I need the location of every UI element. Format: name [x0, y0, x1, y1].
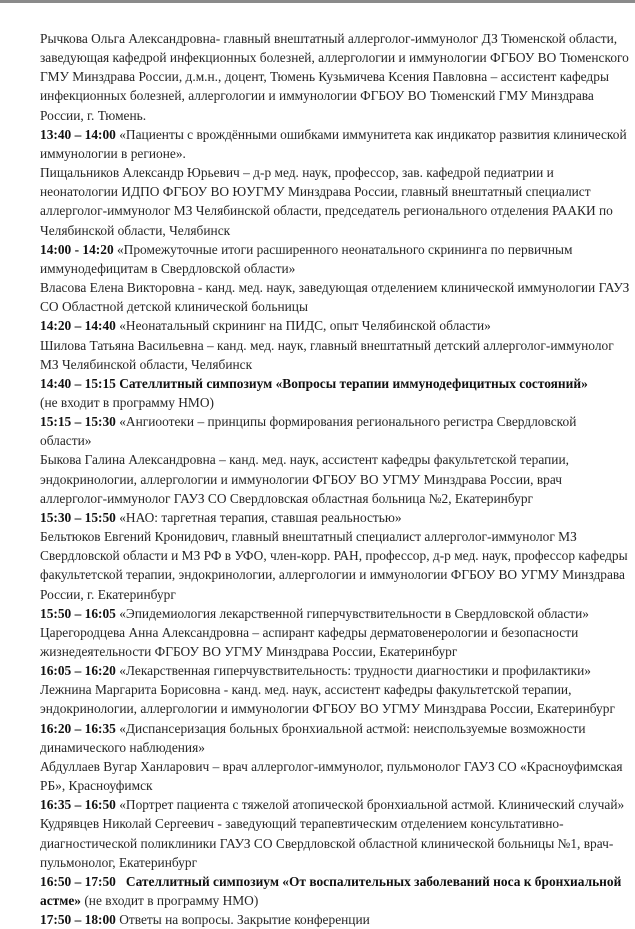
- talk-title: «НАО: таргетная терапия, ставшая реальностью»: [115, 509, 402, 525]
- talk-title: «Промежуточные итоги расширенного неонатального скрининга по первичным иммунодефицитам в Свердловской области»: [40, 241, 573, 276]
- time-slot: 13:40 – 14:00: [40, 126, 116, 142]
- speaker-info: Быкова Галина Александровна – канд. мед. наук, ассистент кафедры факультетской терапии, эндокринологии, аллергологии и иммунологии ФГБОУ ВО УГМУ Минздрава России, врач аллерголог-иммунолог ГАУЗ СО Свердловская областная больница №2, Екатеринбург: [40, 452, 569, 506]
- time-slot: 14:40 – 15:15: [40, 375, 116, 391]
- talk-title: «Диспансеризация больных бронхиальной астмой: неиспользуемые возможности динамического наблюдения»: [40, 720, 586, 755]
- speaker-info: Шилова Татьяна Васильевна – канд. мед. наук, главный внештатный детский аллерголог-иммунолог МЗ Челябинской области, Челябинск: [40, 337, 614, 372]
- time-slot: 16:35 – 16:50: [40, 797, 116, 813]
- speaker-info: Лежнина Маргарита Борисовна - канд. мед. наук, ассистент кафедры факультетской терапии, эндокринологии, аллергологии и иммунологии ФГБОУ ВО УГМУ Минздрава России, Екатеринбург: [40, 682, 615, 717]
- cme-note: (не входит в программу НМО): [80, 893, 259, 909]
- time-slot: 16:50 – 17:50: [40, 873, 116, 889]
- talk-title: «Ангиоотеки – принципы формирования регионального регистра Свердловской области»: [40, 414, 577, 449]
- program-document: [40, 29, 630, 929]
- program-item-title: [40, 910, 630, 929]
- program-item-title: [40, 795, 630, 814]
- program-item-title: [40, 316, 630, 335]
- talk-title: «Неонатальный скрининг на ПИДС, опыт Челябинской области»: [115, 318, 491, 334]
- program-item-title: [40, 412, 630, 450]
- program-item-title: [40, 661, 630, 680]
- program-item-title: [40, 240, 630, 278]
- program-item-title: [40, 604, 630, 623]
- speaker-info: Кудрявцев Николай Сергеевич - заведующий терапевтическим отделением консультативно-диагностической поликлиники ГАУЗ СО Свердловской областной клинической больницы №1, врач-пульмонолог, Екатеринбург: [40, 816, 614, 870]
- speaker-info: Абдуллаев Вугар Ханларович – врач аллерголог-иммунолог, пульмонолог ГАУЗ СО «Красноуфимская РБ», Красноуфимск: [40, 758, 623, 794]
- closing-text: Ответы на вопросы. Закрытие конференции: [115, 912, 370, 928]
- time-slot: 16:20 – 16:35: [40, 720, 116, 736]
- time-slot: 16:05 – 16:20: [40, 663, 116, 679]
- program-item-title: [40, 719, 630, 757]
- speaker-info: Пищальников Александр Юрьевич – д-р мед. наук, профессор, зав. кафедрой педиатрии и неонатологии ИДПО ФГБОУ ВО ЮУГМУ Минздрава России, главный внештатный специалист аллерголог-иммунолог МЗ Челябинской области, председатель регионального отделения РААКИ по Челябинской области, Челябинск: [40, 165, 613, 238]
- program-item-title: [40, 508, 630, 527]
- talk-title: «Лекарственная гиперчувствительность: трудности диагностики и профилактики»: [115, 663, 591, 679]
- intro-speakers: Рычкова Ольга Александровна- главный внештатный аллерголог-иммунолог ДЗ Тюменской области, заведующая кафедрой инфекционных болезней, аллергологии и иммунологии ФГБОУ ВО Тюменского ГМУ Минздрава России, д.м.н., доцент, Тюмень Кузьмичева Ксения Павловна – ассистент кафедры инфекционных болезней, аллергологии и иммунологии ФГБОУ ВО Тюменский ГМУ Минздрава России, г. Тюмень.: [40, 31, 629, 123]
- cme-note: (не входит в программу НМО): [40, 394, 214, 410]
- speaker-info: Власова Елена Викторовна - канд. мед. наук, заведующая отделением клинической иммунологии ГАУЗ СО Областной детской клинической больницы: [40, 280, 630, 315]
- speaker-info: Царегородцева Анна Александровна – аспирант кафедры дерматовенерологии и безопасности жизнедеятельности ФГБОУ ВО УГМУ Минздрава России, Екатеринбург: [40, 624, 579, 659]
- time-slot: 14:20 – 14:40: [40, 318, 116, 334]
- program-item-title: [40, 374, 630, 393]
- talk-title: «Эпидемиология лекарственной гиперчувствительности в Свердловской области»: [115, 605, 589, 621]
- program-item-title: [40, 872, 630, 910]
- speaker-info: Бельтюков Евгений Кронидович, главный внештатный специалист аллерголог-иммунолог МЗ Свердловской области и МЗ РФ в УФО, член-корр. РАН, профессор, д-р мед. наук, профессор кафедры факультетской терапии, эндокринологии, аллергологии и иммунологии ФГБОУ ВО УГМУ Минздрава России, г. Екатеринбург: [40, 529, 628, 602]
- symposium-title: Сателлитный симпозиум «От воспалительных заболеваний носа к бронхиальной астме»: [40, 873, 625, 909]
- time-slot: 14:00 - 14:20: [40, 241, 114, 257]
- talk-title: «Портрет пациента с тяжелой атопической бронхиальной астмой. Клинический случай»: [115, 797, 625, 813]
- program-item-title: [40, 125, 630, 163]
- page-top-border: [0, 0, 635, 3]
- time-slot: 15:50 – 16:05: [40, 605, 116, 621]
- time-slot: 15:15 – 15:30: [40, 414, 116, 430]
- talk-title: «Пациенты с врождёнными ошибками иммунитета как индикатор развития клинической иммунологии в регионе».: [40, 126, 627, 161]
- symposium-title: Сателлитный симпозиум «Вопросы терапии иммунодефицитных состояний»: [115, 375, 588, 391]
- time-slot: 15:30 – 15:50: [40, 509, 116, 525]
- time-slot: 17:50 – 18:00: [40, 912, 116, 928]
